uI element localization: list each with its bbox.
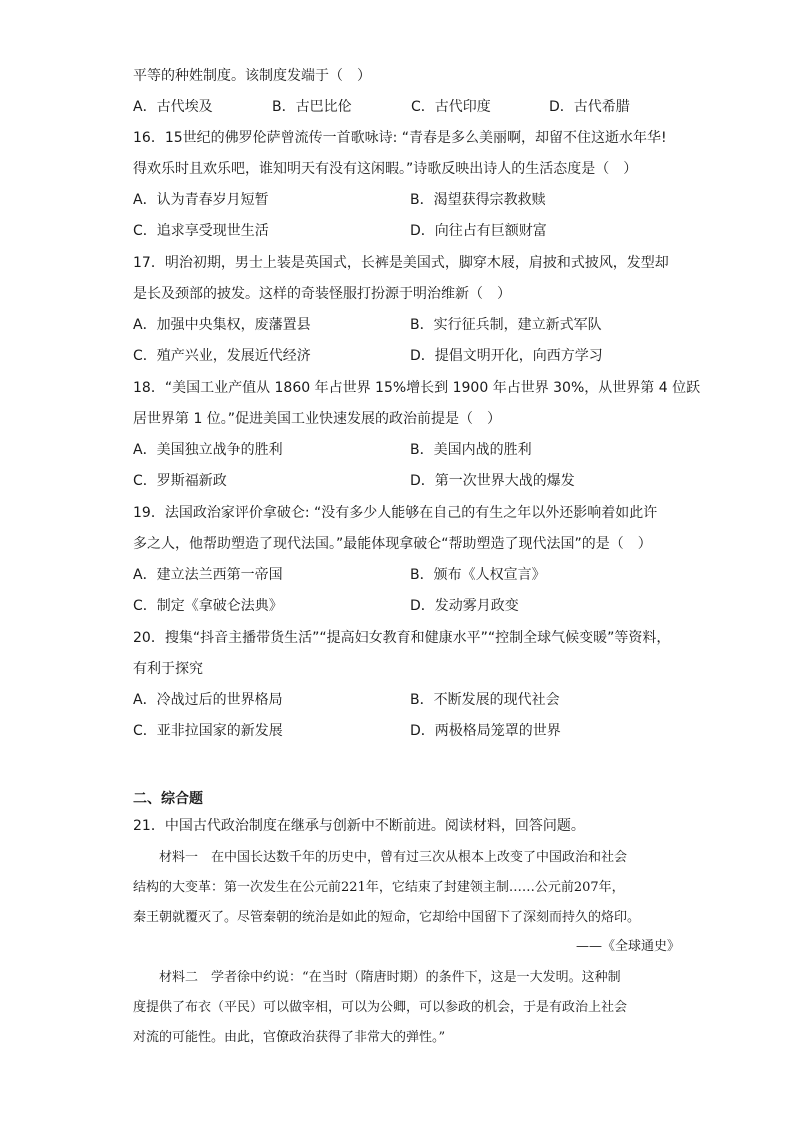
q16-option-c: C．追求享受现世生活 bbox=[133, 223, 269, 239]
q15-stem: 平等的种姓制度。该制度发端于（ ） bbox=[133, 68, 371, 84]
q17-stem-line2: 是长及颈部的披发。这样的奇装怪服打扮源于明治维新（ ） bbox=[133, 286, 511, 302]
q15-option-c: C．古代印度 bbox=[411, 99, 491, 115]
q18-option-c: C．罗斯福新政 bbox=[133, 473, 227, 489]
q17-option-b: B．实行征兵制，建立新式军队 bbox=[410, 317, 602, 333]
q18-option-d: D．第一次世界大战的爆发 bbox=[410, 473, 575, 489]
q19-option-b: B．颁布《人权宣言》 bbox=[410, 567, 546, 583]
q21-stem: 21．中国古代政治制度在继承与创新中不断前进。阅读材料，回答问题。 bbox=[133, 818, 585, 834]
q20-stem-line1: 20．搜集“抖音主播带货生活”“提高妇女教育和健康水平”“控制全球气候变暖”等资料， bbox=[133, 630, 671, 646]
q20-option-c: C．亚非拉国家的新发展 bbox=[133, 723, 283, 739]
material1-line2: 结构的大变革：第一次发生在公元前221年，它结束了封建领主制……公元前207年， bbox=[133, 880, 625, 895]
q17-option-a: A．加强中央集权，废藩置县 bbox=[133, 317, 311, 333]
q16-stem-line2: 得欢乐时且欢乐吧，谁知明天有没有这闲暇。”诗歌反映出诗人的生活态度是（ ） bbox=[133, 161, 638, 177]
q20-option-b: B．不断发展的现代社会 bbox=[410, 692, 560, 708]
q16-option-a: A．认为青春岁月短暂 bbox=[133, 192, 269, 208]
q19-stem-line1: 19．法国政治家评价拿破仑: “没有多少人能够在自己的有生之年以外还影响着如此许 bbox=[133, 505, 658, 521]
q15-option-a: A．古代埃及 bbox=[133, 99, 213, 115]
q18-option-b: B．美国内战的胜利 bbox=[410, 442, 532, 458]
q16-stem-line1: 16．15世纪的佛罗伦萨曾流传一首歌咏诗: “青春是多么美丽啊，却留不住这逝水年华! bbox=[133, 130, 667, 146]
q20-option-d: D．两极格局笼罩的世界 bbox=[410, 723, 561, 739]
q15-option-b: B．古巴比伦 bbox=[272, 99, 352, 115]
material2-line1: 材料二 学者徐中约说：“在当时（隋唐时期）的条件下，这是一大发明。这种制 bbox=[159, 970, 621, 985]
q18-option-a: A．美国独立战争的胜利 bbox=[133, 442, 283, 458]
section-title: 二、综合题 bbox=[133, 791, 203, 807]
material2-line3: 对流的可能性。由此，官僚政治获得了非常大的弹性。” bbox=[133, 1030, 446, 1045]
q19-option-d: D．发动雾月政变 bbox=[410, 598, 519, 614]
q16-option-b: B．渴望获得宗教救赎 bbox=[410, 192, 546, 208]
q16-option-d: D．向往占有巨额财富 bbox=[410, 223, 547, 239]
q20-option-a: A．冷战过后的世界格局 bbox=[133, 692, 283, 708]
material1-source: ——《全球通史》 bbox=[576, 939, 681, 954]
material1-line1: 材料一 在中国长达数千年的历史中，曾有过三次从根本上改变了中国政治和社会 bbox=[159, 850, 628, 865]
material2-line2: 度提供了布衣（平民）可以做宰相，可以为公卿，可以参政的机会，于是有政治上社会 bbox=[133, 1000, 628, 1015]
q15-option-d: D．古代希腊 bbox=[549, 99, 630, 115]
q20-stem-line2: 有利于探究 bbox=[133, 661, 203, 677]
q18-stem-line1: 18．“美国工业产值从 1860 年占世界 15%增长到 1900 年占世界 30%，从世界第 4 位跃 bbox=[133, 380, 701, 396]
q19-option-c: C．制定《拿破仑法典》 bbox=[133, 598, 283, 614]
q18-stem-line2: 居世界第 1 位。”促进美国工业快速发展的政治前提是（ ） bbox=[133, 411, 502, 427]
q17-stem-line1: 17．明治初期，男士上装是英国式，长裤是美国式，脚穿木屐，肩披和式披风，发型却 bbox=[133, 255, 669, 271]
q17-option-d: D．提倡文明开化，向西方学习 bbox=[410, 348, 603, 364]
q19-stem-line2: 多之人，他帮助塑造了现代法国。”最能体现拿破仑“帮助塑造了现代法国”的是（ ） bbox=[133, 536, 652, 552]
q17-option-c: C．殖产兴业，发展近代经济 bbox=[133, 348, 311, 364]
material1-line3: 秦王朝就覆灭了。尽管秦朝的统治是如此的短命，它却给中国留下了深刻而持久的烙印。 bbox=[133, 910, 641, 925]
q19-option-a: A．建立法兰西第一帝国 bbox=[133, 567, 283, 583]
